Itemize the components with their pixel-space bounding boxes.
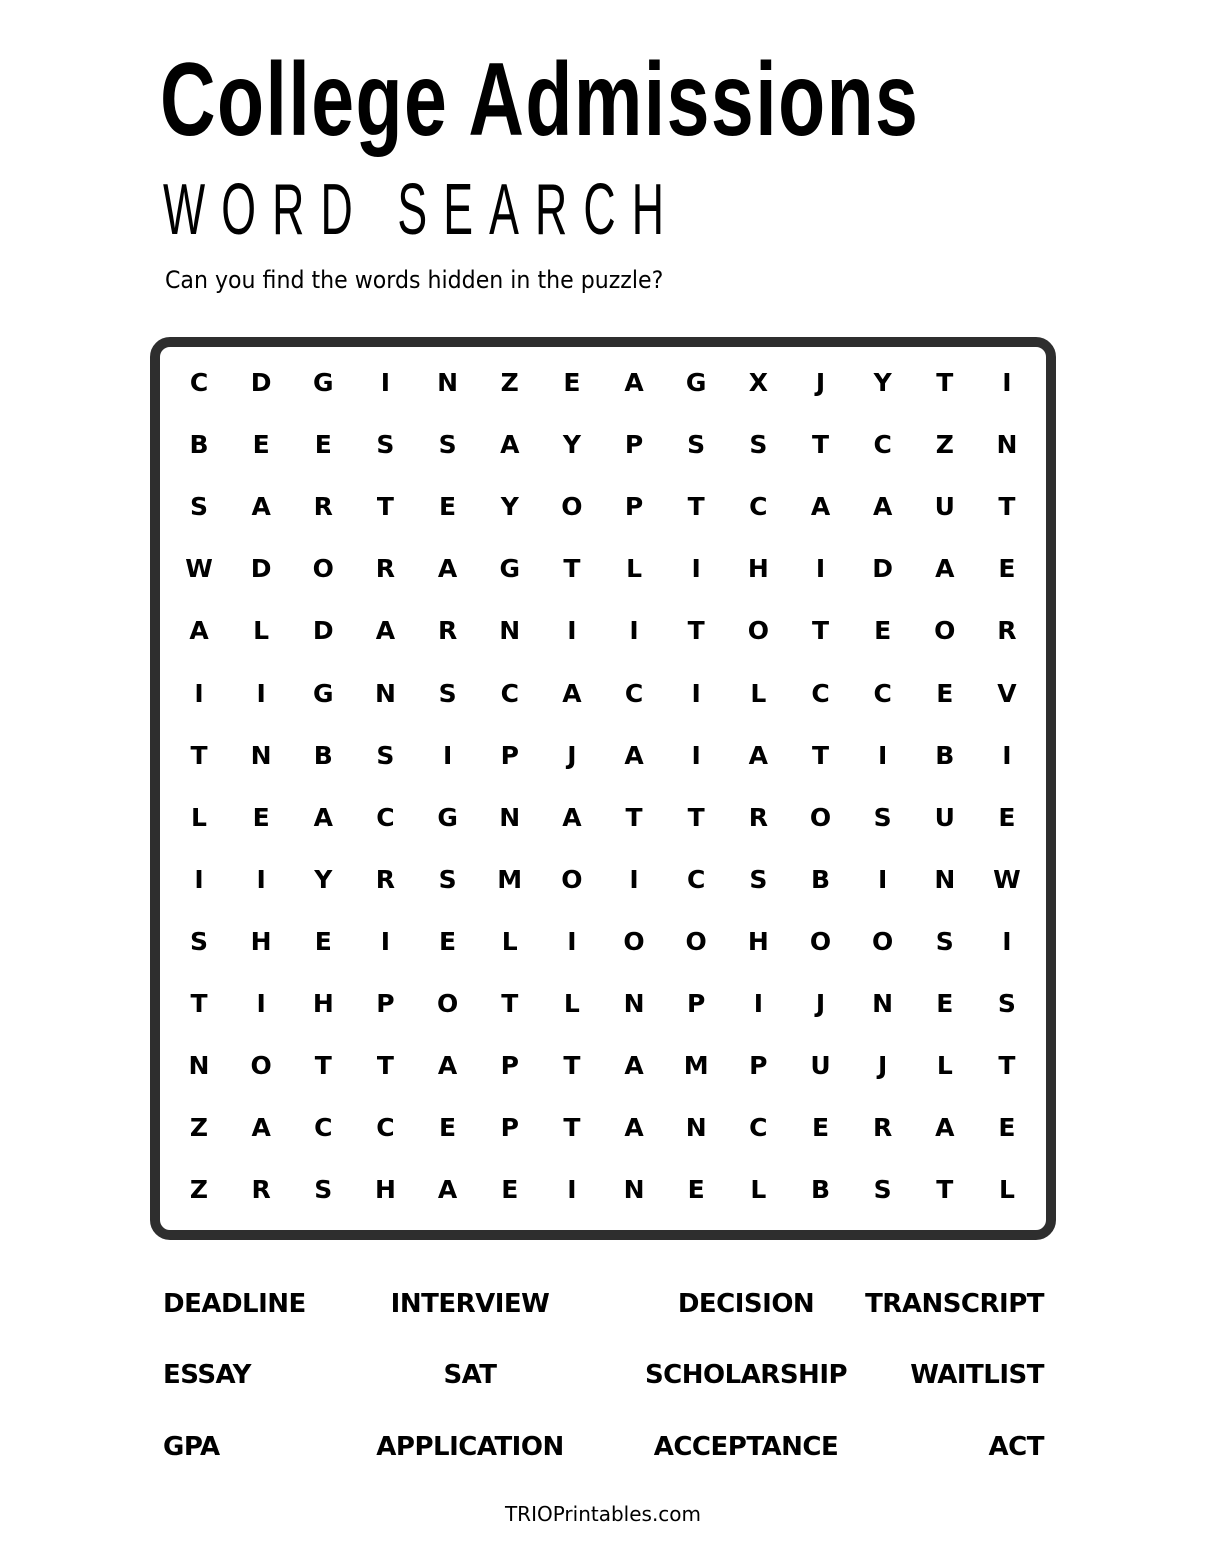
- grid-letter[interactable]: L: [998, 1175, 1015, 1205]
- grid-letter[interactable]: O: [685, 926, 707, 956]
- word-list-item: TRANSCRIPT: [865, 1289, 1044, 1319]
- grid-letter[interactable]: N: [623, 989, 645, 1018]
- grid-letter[interactable]: A: [437, 1175, 458, 1205]
- grid-letter[interactable]: L: [191, 802, 207, 832]
- grid-letter[interactable]: X: [748, 368, 768, 397]
- grid-letter[interactable]: O: [809, 802, 832, 832]
- grid-letter[interactable]: J: [815, 368, 826, 397]
- grid-letter[interactable]: J: [877, 1051, 888, 1081]
- grid-letter[interactable]: Y: [500, 492, 519, 522]
- grid-letter[interactable]: W: [185, 554, 213, 584]
- grid-letter[interactable]: T: [936, 1175, 954, 1205]
- grid-letter[interactable]: A: [624, 740, 644, 770]
- grid-letter[interactable]: T: [376, 1051, 394, 1081]
- grid-letter[interactable]: R: [375, 554, 396, 584]
- grid-letter[interactable]: P: [376, 989, 395, 1018]
- grid-letter[interactable]: Z: [935, 430, 954, 460]
- grid-letter[interactable]: I: [691, 554, 701, 584]
- grid-letter[interactable]: A: [935, 554, 955, 584]
- grid-letter[interactable]: H: [250, 926, 272, 956]
- grid-letter[interactable]: T: [811, 430, 830, 460]
- grid-letter[interactable]: T: [936, 368, 954, 397]
- grid-letter[interactable]: A: [437, 1051, 458, 1081]
- grid-letter[interactable]: Y: [562, 430, 581, 460]
- grid-letter[interactable]: S: [438, 678, 457, 708]
- grid-letter[interactable]: I: [629, 616, 639, 646]
- grid-letter[interactable]: I: [380, 926, 391, 956]
- grid-letter[interactable]: D: [312, 616, 334, 646]
- grid-letter[interactable]: Y: [873, 368, 892, 397]
- grid-letter[interactable]: N: [499, 802, 521, 832]
- grid-letter[interactable]: A: [748, 740, 769, 770]
- grid-letter[interactable]: S: [749, 864, 768, 894]
- grid-letter[interactable]: E: [998, 1113, 1016, 1143]
- grid-letter[interactable]: I: [442, 740, 453, 770]
- word-list-item: INTERVIEW: [390, 1289, 550, 1319]
- grid-letter[interactable]: U: [934, 802, 955, 832]
- grid-letter[interactable]: T: [998, 492, 1016, 522]
- grid-letter[interactable]: A: [624, 1051, 644, 1081]
- grid-letter[interactable]: S: [189, 492, 208, 522]
- word-list-item: WAITLIST: [910, 1360, 1044, 1390]
- grid-letter[interactable]: A: [624, 368, 644, 397]
- grid-letter[interactable]: P: [749, 1051, 768, 1081]
- grid-letter[interactable]: V: [997, 678, 1017, 708]
- grid-letter[interactable]: G: [313, 678, 334, 708]
- grid-letter[interactable]: I: [567, 926, 577, 956]
- grid-letter[interactable]: O: [312, 554, 334, 584]
- grid-letter[interactable]: T: [314, 1051, 332, 1081]
- grid-letter[interactable]: G: [499, 554, 521, 584]
- grid-letter[interactable]: S: [873, 1175, 892, 1205]
- grid-letter[interactable]: I: [691, 740, 701, 770]
- grid-letter[interactable]: W: [993, 864, 1021, 894]
- grid-letter[interactable]: S: [189, 926, 208, 956]
- grid-letter[interactable]: A: [437, 554, 458, 584]
- word-list-item: APPLICATION: [376, 1432, 564, 1462]
- grid-letter[interactable]: T: [190, 989, 208, 1018]
- grid-letter[interactable]: J: [815, 989, 826, 1018]
- grid-letter[interactable]: R: [313, 492, 333, 522]
- grid-letter[interactable]: I: [256, 864, 266, 894]
- grid-letter[interactable]: S: [438, 430, 457, 460]
- grid-letter[interactable]: A: [872, 492, 893, 522]
- word-list-item: SAT: [443, 1360, 497, 1390]
- grid-letter[interactable]: I: [691, 678, 701, 708]
- grid-letter[interactable]: G: [313, 368, 334, 397]
- grid-letter[interactable]: C: [873, 678, 892, 708]
- grid-letter[interactable]: H: [374, 1175, 396, 1205]
- grid-letter[interactable]: E: [252, 802, 270, 832]
- grid-letter[interactable]: Z: [500, 368, 519, 397]
- grid-letter[interactable]: T: [563, 1113, 581, 1143]
- grid-letter[interactable]: Y: [314, 864, 333, 894]
- grid-letter[interactable]: D: [872, 554, 894, 584]
- grid-letter[interactable]: T: [563, 554, 581, 584]
- grid-letter[interactable]: I: [194, 864, 204, 894]
- grid-letter[interactable]: I: [1002, 368, 1012, 397]
- grid-letter[interactable]: O: [623, 926, 645, 956]
- grid-letter[interactable]: T: [811, 616, 830, 646]
- grid-letter[interactable]: T: [563, 1051, 581, 1081]
- word-list-item: ESSAY: [163, 1360, 252, 1390]
- grid-letter[interactable]: A: [313, 802, 333, 832]
- grid-letter[interactable]: R: [748, 802, 768, 832]
- grid-letter[interactable]: T: [687, 616, 705, 646]
- grid-letter[interactable]: A: [810, 492, 831, 522]
- grid-letter[interactable]: T: [998, 1051, 1016, 1081]
- grid-letter[interactable]: R: [997, 616, 1017, 646]
- grid-letter[interactable]: A: [562, 802, 582, 832]
- grid-letter[interactable]: B: [189, 430, 209, 460]
- grid-letter[interactable]: I: [1002, 740, 1012, 770]
- grid-letter[interactable]: E: [936, 678, 954, 708]
- grid-letter[interactable]: L: [936, 1051, 953, 1081]
- grid-letter[interactable]: S: [935, 926, 954, 956]
- grid-letter[interactable]: D: [250, 554, 272, 584]
- grid-letter[interactable]: R: [437, 616, 458, 646]
- grid-letter[interactable]: E: [314, 926, 332, 956]
- grid-letter[interactable]: N: [437, 368, 459, 397]
- grid-letter[interactable]: A: [251, 1113, 271, 1143]
- grid-letter[interactable]: C: [687, 864, 706, 894]
- grid-letter[interactable]: T: [811, 740, 830, 770]
- grid-letter[interactable]: P: [687, 989, 706, 1018]
- grid-letter[interactable]: B: [810, 864, 831, 894]
- puzzle-grid-frame: [150, 337, 1056, 1240]
- grid-letter[interactable]: N: [250, 740, 272, 770]
- grid-letter[interactable]: N: [996, 430, 1018, 460]
- grid-letter[interactable]: A: [500, 430, 520, 460]
- grid-letter[interactable]: I: [256, 989, 266, 1018]
- grid-letter[interactable]: R: [251, 1175, 271, 1205]
- grid-letter[interactable]: L: [750, 678, 767, 708]
- grid-letter[interactable]: G: [685, 368, 707, 397]
- grid-letter[interactable]: I: [567, 616, 577, 646]
- grid-letter[interactable]: P: [500, 740, 519, 770]
- grid-letter[interactable]: A: [624, 1113, 644, 1143]
- grid-letter[interactable]: C: [189, 368, 209, 397]
- grid-letter[interactable]: C: [749, 1113, 768, 1143]
- grid-letter[interactable]: T: [501, 989, 519, 1018]
- grid-letter[interactable]: I: [815, 554, 826, 584]
- grid-letter[interactable]: U: [934, 492, 955, 522]
- grid-letter[interactable]: A: [375, 616, 396, 646]
- instructions: Can you find the words hidden in the puzzle?: [165, 266, 664, 294]
- word-list-item: ACCEPTANCE: [653, 1432, 839, 1462]
- grid-letter[interactable]: E: [687, 1175, 705, 1205]
- grid-letter[interactable]: N: [499, 616, 521, 646]
- footer-site: TRIOPrintables.com: [504, 1502, 702, 1526]
- grid-letter[interactable]: C: [376, 802, 395, 832]
- grid-letter[interactable]: I: [877, 740, 888, 770]
- grid-letter[interactable]: N: [685, 1113, 707, 1143]
- grid-letter[interactable]: G: [437, 802, 458, 832]
- grid-letter[interactable]: E: [998, 802, 1016, 832]
- grid-letter[interactable]: O: [250, 1051, 272, 1081]
- grid-letter[interactable]: C: [749, 492, 768, 522]
- grid-letter[interactable]: C: [314, 1113, 333, 1143]
- word-list-item: GPA: [163, 1432, 220, 1462]
- word-list-item: SCHOLARSHIP: [644, 1360, 848, 1390]
- grid-letter[interactable]: O: [934, 616, 956, 646]
- grid-letter[interactable]: I: [194, 678, 204, 708]
- word-list-item: DEADLINE: [163, 1289, 306, 1319]
- page-title: College Admissions: [160, 42, 920, 158]
- grid-letter[interactable]: E: [563, 368, 581, 397]
- grid-letter[interactable]: R: [873, 1113, 893, 1143]
- grid-letter[interactable]: E: [811, 1113, 830, 1143]
- grid-letter[interactable]: I: [877, 864, 888, 894]
- grid-letter[interactable]: N: [872, 989, 894, 1018]
- grid-letter[interactable]: S: [314, 1175, 333, 1205]
- grid-letter[interactable]: N: [934, 864, 956, 894]
- grid-letter[interactable]: E: [252, 430, 270, 460]
- grid-letter[interactable]: E: [936, 989, 954, 1018]
- grid-letter[interactable]: L: [750, 1175, 767, 1205]
- grid-letter[interactable]: C: [811, 678, 830, 708]
- grid-letter[interactable]: I: [567, 1175, 577, 1205]
- grid-letter[interactable]: S: [376, 430, 395, 460]
- grid-letter[interactable]: L: [253, 616, 270, 646]
- grid-letter[interactable]: P: [500, 1113, 519, 1143]
- grid-letter[interactable]: O: [561, 864, 583, 894]
- grid-letter[interactable]: N: [623, 1175, 645, 1205]
- grid-letter[interactable]: H: [747, 554, 769, 584]
- grid-letter[interactable]: A: [251, 492, 271, 522]
- grid-letter[interactable]: B: [313, 740, 333, 770]
- grid-letter[interactable]: D: [250, 368, 272, 397]
- grid-letter[interactable]: T: [190, 740, 208, 770]
- grid-letter[interactable]: R: [375, 864, 396, 894]
- grid-letter[interactable]: O: [872, 926, 894, 956]
- grid-letter[interactable]: C: [624, 678, 644, 708]
- grid-letter[interactable]: E: [439, 492, 457, 522]
- grid-letter[interactable]: L: [626, 554, 643, 584]
- grid-letter[interactable]: S: [438, 864, 457, 894]
- grid-letter[interactable]: O: [809, 926, 832, 956]
- grid-letter[interactable]: O: [561, 492, 583, 522]
- grid-letter[interactable]: I: [629, 864, 639, 894]
- grid-letter[interactable]: M: [683, 1051, 709, 1081]
- grid-letter[interactable]: H: [312, 989, 334, 1018]
- grid-letter[interactable]: H: [747, 926, 769, 956]
- page-subtitle: WORD SEARCH: [163, 170, 681, 250]
- grid-letter[interactable]: S: [749, 430, 768, 460]
- grid-letter[interactable]: P: [500, 1051, 519, 1081]
- grid-letter[interactable]: I: [380, 368, 391, 397]
- grid-letter[interactable]: P: [624, 492, 644, 522]
- grid-letter[interactable]: E: [439, 926, 457, 956]
- grid-letter[interactable]: E: [998, 554, 1016, 584]
- grid-letter[interactable]: A: [189, 616, 209, 646]
- grid-letter[interactable]: Z: [189, 1113, 209, 1143]
- grid-letter[interactable]: S: [687, 430, 706, 460]
- word-list-item: ACT: [988, 1432, 1044, 1462]
- grid-letter[interactable]: C: [376, 1113, 395, 1143]
- word-list-item: DECISION: [677, 1289, 815, 1319]
- grid-letter[interactable]: L: [501, 926, 518, 956]
- grid-letter[interactable]: U: [810, 1051, 831, 1081]
- grid-letter[interactable]: M: [497, 864, 523, 894]
- grid-letter[interactable]: I: [256, 678, 266, 708]
- grid-letter[interactable]: E: [874, 616, 892, 646]
- grid-letter[interactable]: S: [873, 802, 892, 832]
- grid-letter[interactable]: O: [747, 616, 769, 646]
- grid-letter[interactable]: A: [562, 678, 582, 708]
- grid-letter[interactable]: N: [374, 678, 396, 708]
- grid-letter[interactable]: S: [376, 740, 395, 770]
- grid-letter[interactable]: C: [873, 430, 892, 460]
- grid-letter[interactable]: B: [935, 740, 955, 770]
- grid-letter[interactable]: L: [563, 989, 580, 1018]
- grid-letter[interactable]: O: [436, 989, 459, 1018]
- grid-letter[interactable]: Z: [189, 1175, 209, 1205]
- grid-letter[interactable]: B: [810, 1175, 831, 1205]
- grid-letter[interactable]: T: [687, 802, 705, 832]
- grid-letter[interactable]: E: [501, 1175, 519, 1205]
- grid-letter[interactable]: N: [188, 1051, 210, 1081]
- grid-letter[interactable]: E: [439, 1113, 457, 1143]
- grid-letter[interactable]: T: [687, 492, 705, 522]
- grid-letter[interactable]: E: [314, 430, 332, 460]
- grid-letter[interactable]: A: [935, 1113, 955, 1143]
- grid-letter[interactable]: P: [624, 430, 644, 460]
- grid-letter[interactable]: T: [376, 492, 394, 522]
- grid-letter[interactable]: I: [1002, 926, 1012, 956]
- grid-letter[interactable]: J: [567, 740, 577, 770]
- grid-letter[interactable]: C: [500, 678, 519, 708]
- grid-letter[interactable]: S: [997, 989, 1016, 1018]
- grid-letter[interactable]: T: [625, 802, 643, 832]
- grid-letter[interactable]: I: [753, 989, 763, 1018]
